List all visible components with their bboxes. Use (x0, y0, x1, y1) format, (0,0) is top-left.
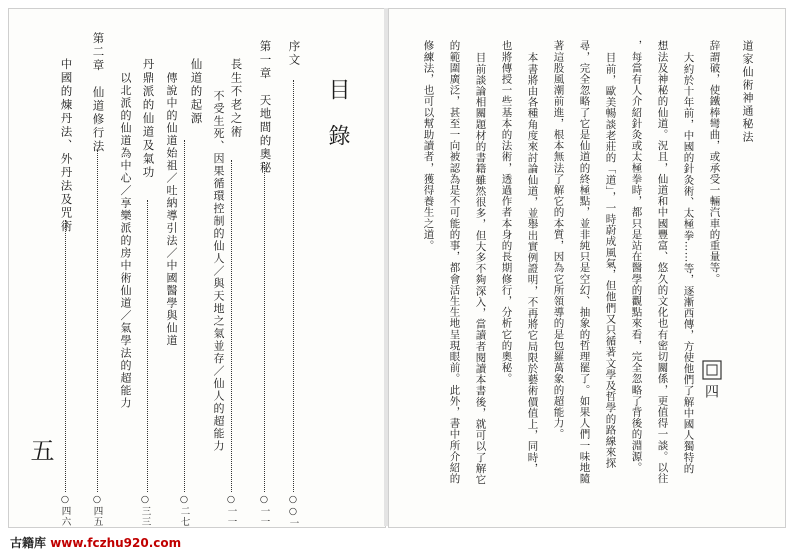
preface-line: 想法及神秘的仙道。況且，仙道和中國豐富、悠久的文化也有密切關係，更值得一談。以往 (656, 40, 669, 484)
toc-page-number: ○三三 (139, 494, 151, 527)
preface-line: 也將傳授一些基本的法術，透過作者本身的長期修行，分析它的奧秘。 (500, 40, 513, 385)
preface-line: 目前，歐美暢談老莊的「道」，一時蔚成風氣，但他們又只循著文學及哲學的路線來探 (604, 52, 617, 469)
preface-line: 的範圍廣泛，甚至一向被認為是不可能的事，都會活生生地呈現眼前。此外，書中所介紹的 (448, 40, 461, 484)
brand-url: www.fczhu920.com (50, 536, 182, 550)
running-header: 道家仙術神通秘法 (741, 40, 754, 144)
toc-leader (97, 150, 98, 492)
toc-entry-chapter-2[interactable]: 第二章 仙道修行法 (91, 32, 106, 154)
preface-line: 目前談論相關題材的書籍雖然很多，但大多不夠深入，當讀者閱讀本書後，就可以了解它 (474, 52, 487, 485)
toc-page-number: ○四六 (59, 494, 71, 527)
preface-line: 著這股風潮前進，根本無法了解它的本質，因為它所領導的是包羅萬象的超能力。 (552, 40, 565, 440)
page-stamp-icon (702, 360, 722, 380)
toc-entry-section[interactable]: 長生不老之術 (229, 58, 244, 139)
toc-page-number: ○○一 (287, 494, 299, 529)
toc-entry-subtopics[interactable]: 傳說中的仙道始祖／吐納導引法／中國醫學與仙道 (165, 72, 178, 347)
toc-entry-subtopics[interactable]: 以北派的仙道為中心／享樂派的房中術仙道／氣學法的超能力 (119, 72, 132, 410)
toc-page-number: ○一一 (258, 494, 270, 527)
toc-entry-section[interactable]: 丹鼎派的仙道及氣功 (141, 58, 156, 180)
brand-name: 古籍库 (10, 536, 47, 550)
page-folio-right: 四 (703, 384, 719, 398)
toc-page-number: ○四五 (91, 494, 103, 527)
toc-page-number: ○一一 (225, 494, 237, 527)
toc-leader (293, 80, 294, 492)
toc-entry-section[interactable]: 中國的煉丹法、外丹法及咒術 (59, 58, 74, 234)
preface-line: 修練法，也可以幫助讀者，獲得養生之道。 (422, 40, 435, 251)
toc-entry-subtopics[interactable]: 不受生死、因果循環控制的仙人／與天地之氣並存／仙人的超能力 (212, 90, 225, 453)
page-folio-left: 五 (26, 438, 54, 462)
toc-title: 目錄 (325, 78, 350, 170)
toc-entry-preface[interactable]: 序文 (287, 40, 302, 67)
site-brand[interactable] (10, 534, 181, 551)
preface-line: 辞謂破，使鐵棒彎曲，或承受一輛汽車的重量等。 (708, 40, 721, 285)
toc-leader (65, 220, 66, 492)
toc-entry-chapter-1[interactable]: 第一章 天地間的奧秘 (258, 40, 273, 175)
preface-line: 大約於十年前，中國的針灸術、太極拳……等，逐漸西傳，方使他們了解中國人獨特的 (682, 52, 695, 474)
toc-leader (184, 140, 185, 492)
preface-line: 本書將由各種角度來討論仙道，並舉出實例證明，不再將它局限於藝術價值上，同時， (526, 52, 539, 474)
toc-leader (147, 200, 148, 492)
preface-line: 尋，完全忽略了它是仙道的終極點，並非純只是空幻、抽象的哲理罷了。如果人們一味地隨 (578, 40, 591, 484)
toc-entry-section[interactable]: 仙道的起源 (189, 58, 204, 126)
toc-leader (264, 162, 265, 492)
toc-page-number: ○二七 (178, 494, 190, 527)
toc-leader (231, 160, 232, 492)
footer-bar (0, 530, 793, 554)
preface-line: ，每當有人介紹針灸或太極拳時，都只是站在醫學的觀點來看，完全忽略了背後的淵源。 (630, 40, 643, 473)
